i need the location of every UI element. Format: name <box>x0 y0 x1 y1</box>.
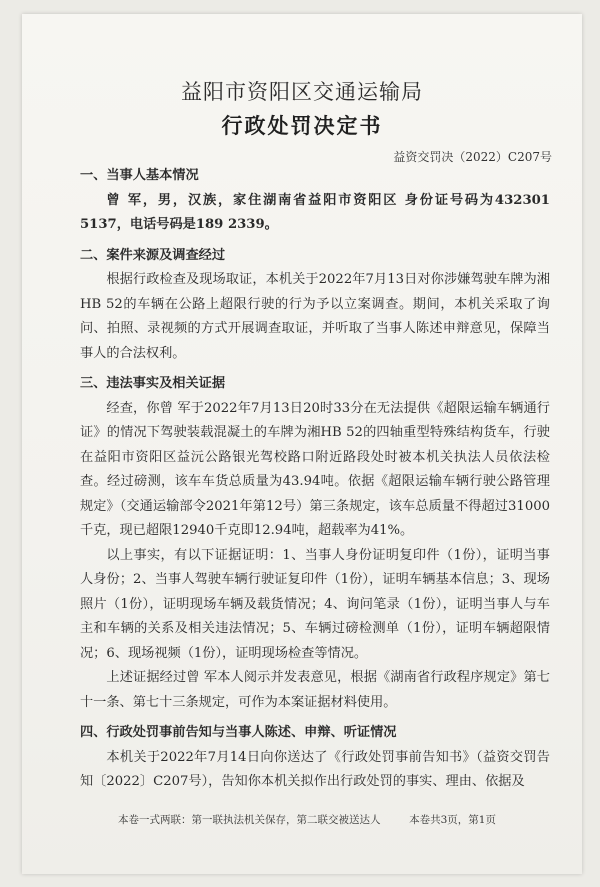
evidence-usage-paragraph: 上述证据经过曾 军本人阅示并发表意见，根据《湖南省行政程序规定》第七十一条、第七十三条规定，可作为本案证据材料使用。 <box>80 670 550 710</box>
issuing-organization: 益阳市资阳区交通运输局 <box>181 80 423 104</box>
violation-facts-paragraph: 经查，你曾 军于2022年7月13日20时33分在无法提供《超限运输车辆通行证》的情况下驾驶装载混凝土的车牌为湘HB 52的四轴重型特殊结构货车，行驶在益阳市资阳区益沅公路银光驾校路口附近路段处时被本机关执法人员依法检查。经过磅测，该车车货总质量为43.94吨。依据《超限运输车辆行驶公路管理规定》（交通运输部令2021年第12号）第三条规定，该车总质量不得超过31000千克，现已超限12940千克即12.94吨，超载率为41%。 <box>80 400 550 538</box>
section-heading-case-source: 二、案件来源及调查经过 <box>80 247 226 263</box>
prior-notice-paragraph: 本机关于2022年7月14日向你送达了《行政处罚事前告知书》（益资交罚告知〔2022〕C207号），告知你本机关拟作出行政处罚的事实、理由、依据及 <box>80 749 550 789</box>
document-body <box>80 164 550 795</box>
case-source-paragraph: 根据行政检查及现场取证，本机关于2022年7月13日对你涉嫌驾驶车牌为湘HB 52的车辆在公路上超限行驶的行为予以立案调查。期间，本机关采取了询问、拍照、录视频的方式开展调查取证，并听取了当事人陈述申辩意见，保障当事人的合法权利。 <box>80 272 550 361</box>
document-title: 行政处罚决定书 <box>221 113 383 138</box>
evidence-list-paragraph: 以上事实，有以下证据证明：1、当事人身份证明复印件（1份），证明当事人身份；2、当事人驾驶车辆行驶证复印件（1份），证明车辆基本信息；3、现场照片（1份），证明现场车辆及载货情况；4、询问笔录（1份），证明当事人与车主和车辆的关系及相关违法情况；5、车辆过磅检测单（1份），证明车辆超限情况；6、现场视频（1份），证明现场检查等情况。 <box>80 547 550 661</box>
party-info-paragraph: 曾 军，男，汉族，家住湖南省益阳市资阳区 身份证号码为432301 5137，电话号码是189 2339。 <box>80 192 550 232</box>
section-heading-violation-facts: 三、违法事实及相关证据 <box>80 376 226 391</box>
footer-copies-note: 本卷一式两联：第一联执法机关保存，第二联交被送达人 <box>118 814 381 826</box>
section-heading-prior-notice: 四、行政处罚事前告知与当事人陈述、申辩、听证情况 <box>80 725 397 740</box>
document-number: 益资交罚决（2022）C207号 <box>393 150 552 164</box>
footer-page-count: 本卷共3页，第1页 <box>409 814 496 826</box>
section-heading-party-info: 一、当事人基本情况 <box>80 168 199 183</box>
document-page <box>22 14 582 874</box>
